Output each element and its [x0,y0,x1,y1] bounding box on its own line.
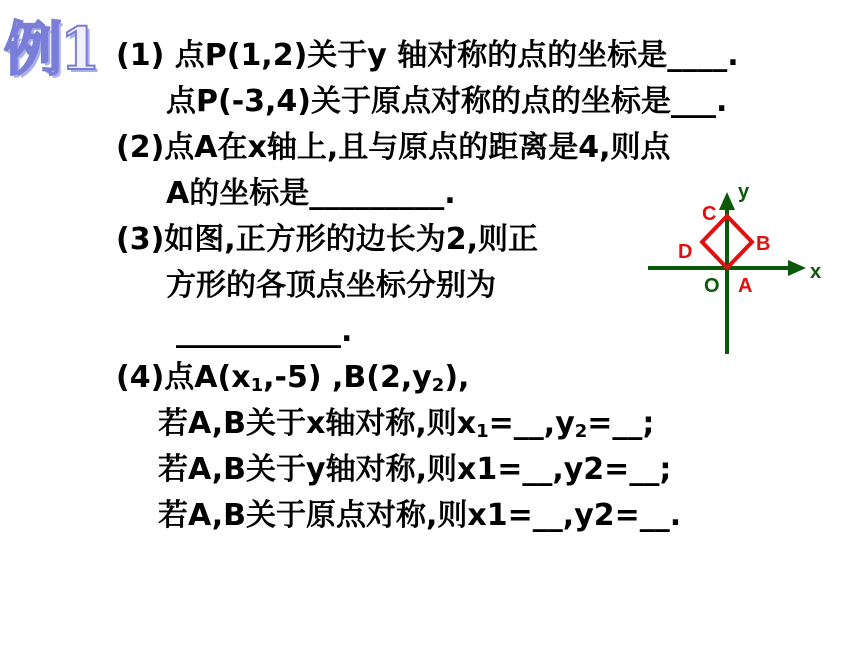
q4-text-b: ,-5) ,B(2,y [263,360,432,395]
label-y: y [738,181,750,203]
question-1-line-2: 点P(-3,4)关于原点对称的点的坐标是___. [166,84,728,119]
question-4-line-4: 若A,B关于原点对称,则x1=__,y2=__. [158,498,682,533]
question-2-line-1: (2)点A在x轴上,且与原点的距离是4,则点 [116,130,671,165]
question-4-line-3: 若A,B关于y轴对称,则x1=__,y2=__; [158,452,672,487]
label-o: O [704,275,720,297]
q4-text-a: (4)点A(x [116,360,251,395]
question-1-line-1: (1) 点P(1,2)关于y 轴对称的点的坐标是____. [116,38,739,73]
question-3-line-3: ___________. [176,314,353,349]
y-axis-arrow [719,192,735,210]
q4-sub-2: 2 [431,375,445,396]
q4-text-c: ), [444,360,470,395]
question-4-line-1 [116,360,469,396]
example-title: 例1 [4,15,99,83]
label-c: C [702,203,717,225]
label-x: x [810,261,822,283]
q4-l2-text-c: =__; [587,406,655,441]
question-2-line-2: A的坐标是_________. [166,176,456,211]
label-a: A [738,275,753,297]
q4-sub-1: 1 [250,375,264,396]
label-b: B [756,233,771,255]
q4-l2-sub-2: 2 [574,421,588,442]
question-4-line-2 [158,406,654,442]
label-d: D [678,241,693,263]
square-coordinate-figure [640,178,850,360]
question-3-line-2: 方形的各顶点坐标分别为 [166,268,496,303]
q4-l2-text-a: 若A,B关于x轴对称,则x [158,406,477,441]
q4-l2-sub-1: 1 [476,421,489,442]
question-3-line-1: (3)如图,正方形的边长为2,则正 [116,222,538,257]
q4-l2-text-b: =__,y [488,406,575,441]
x-axis-arrow [788,260,806,276]
